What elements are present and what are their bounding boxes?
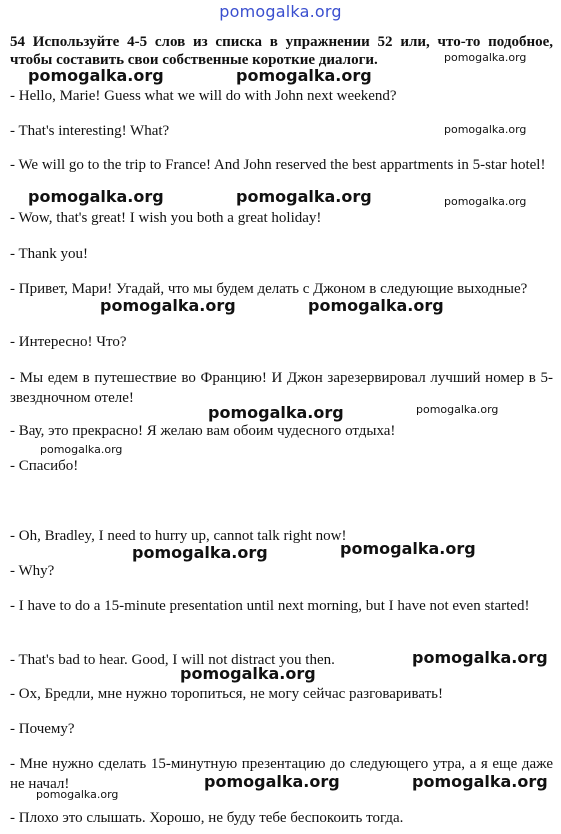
watermark: pomogalka.org [132, 543, 268, 562]
watermark: pomogalka.org [208, 403, 344, 422]
dialogue-line: - Мне нужно сделать 15-минутную презентацию до следующего утра, а я еще даже не начал! [10, 756, 553, 792]
header-watermark: pomogalka.org [219, 2, 342, 21]
dialogue-line: - Мы едем в путешествие во Францию! И Джон зарезервировал лучший номер в 5-звездночном отеле! [10, 370, 553, 406]
watermark: pomogalka.org [236, 187, 372, 206]
watermark: pomogalka.org [412, 648, 548, 667]
dialogue-line: - Почему? [10, 721, 75, 737]
watermark: pomogalka.org [40, 443, 123, 456]
dialogue-line: - Спасибо! [10, 458, 79, 474]
watermark: pomogalka.org [28, 187, 164, 206]
watermark: pomogalka.org [412, 772, 548, 791]
dialogue-line: - Привет, Мари! Угадай, что мы будем делать с Джоном в следующие выходные? [10, 281, 528, 297]
watermark: pomogalka.org [308, 296, 444, 315]
dialogue-line: - Плохо это слышать. Хорошо, не буду тебе беспокоить тогда. [10, 810, 404, 826]
watermark: pomogalka.org [444, 51, 527, 64]
dialogue-line: - Интересно! Что? [10, 334, 127, 350]
watermark: pomogalka.org [36, 788, 119, 801]
dialogue-line: - Oh, Bradley, I need to hurry up, cannot talk right now! [10, 528, 347, 544]
watermark: pomogalka.org [180, 664, 316, 683]
dialogue-line: - That's interesting! What? [10, 123, 170, 139]
dialogue-line: - That's bad to hear. Good, I will not distract you then. [10, 652, 335, 668]
watermark: pomogalka.org [416, 403, 499, 416]
dialogue-line: - I have to do a 15-minute presentation until next morning, but I have not even started! [10, 598, 530, 614]
watermark: pomogalka.org [340, 539, 476, 558]
dialogue-line: - Ох, Бредли, мне нужно торопиться, не могу сейчас разговаривать! [10, 686, 444, 702]
dialogue-line: - Wow, that's great! I wish you both a great holiday! [10, 210, 322, 226]
dialogue-line: - We will go to the trip to France! And John reserved the best appartments in 5-star hotel! [10, 157, 546, 173]
watermark: pomogalka.org [28, 66, 164, 85]
watermark: pomogalka.org [444, 195, 527, 208]
dialogue-line: - Thank you! [10, 246, 89, 262]
dialogue-line: - Вау, это прекрасно! Я желаю вам обоим чудесного отдыха! [10, 423, 396, 439]
dialogue-line: - Hello, Marie! Guess what we will do with John next weekend? [10, 88, 397, 104]
watermark: pomogalka.org [204, 772, 340, 791]
watermark: pomogalka.org [236, 66, 372, 85]
dialogue-line: - Why? [10, 563, 55, 579]
watermark: pomogalka.org [444, 123, 527, 136]
exercise-title: 54 Используйте 4-5 слов из списка в упражнении 52 или, что-то подобное, чтобы составить свои собственные короткие диалоги. [10, 34, 553, 68]
watermark: pomogalka.org [100, 296, 236, 315]
